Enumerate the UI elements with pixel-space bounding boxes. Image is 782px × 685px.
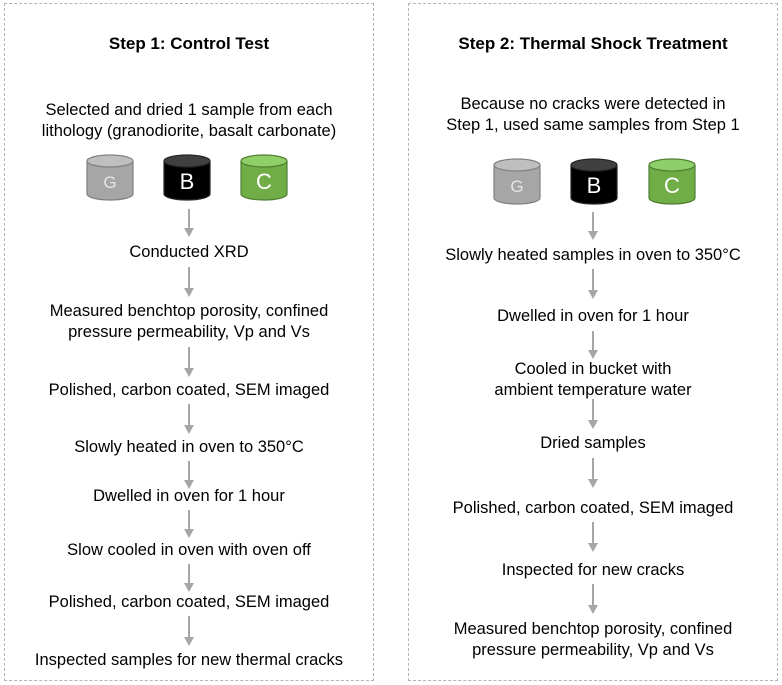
sample-cylinder-basalt	[162, 154, 212, 202]
step-line: pressure permeability, Vp and Vs	[68, 323, 310, 341]
flow-arrow	[183, 616, 195, 646]
step-1-heated: Slowly heated in oven to 350°C	[74, 438, 304, 456]
step-line: Measured benchtop porosity, confined	[453, 620, 733, 638]
step-line: Because no cracks were detected in	[460, 95, 726, 113]
step-1-conducted-xrd: Conducted XRD	[129, 243, 249, 261]
sample-label-g: G	[103, 173, 117, 192]
flow-arrow	[587, 399, 599, 429]
sample-label-c: C	[664, 173, 680, 198]
sample-label-c: C	[256, 169, 272, 194]
sample-cylinder-granodiorite	[492, 158, 542, 206]
flow-arrow	[587, 522, 599, 552]
step-2-panel	[408, 3, 778, 681]
sample-label-b: B	[586, 173, 602, 198]
flow-arrow	[183, 347, 195, 377]
flow-arrow	[587, 458, 599, 488]
step-1-dwelled: Dwelled in oven for 1 hour	[93, 487, 285, 505]
step-2-dwelled: Dwelled in oven for 1 hour	[497, 307, 689, 325]
step-line: Selected and dried 1 sample from each	[45, 101, 333, 119]
step-line: pressure permeability, Vp and Vs	[472, 641, 714, 659]
sample-cylinder-basalt	[569, 158, 619, 206]
step-2-dried-samples: Dried samples	[540, 434, 646, 452]
step-2-inspected: Inspected for new cracks	[501, 561, 685, 579]
flow-arrow	[183, 209, 195, 237]
step-2-same-samples	[409, 94, 777, 136]
step-line: lithology (granodiorite, basalt carbonate)	[41, 122, 337, 140]
step-1-select-samples	[5, 100, 373, 142]
flow-arrow	[183, 267, 195, 297]
step-1-polished-sem: Polished, carbon coated, SEM imaged	[48, 381, 330, 399]
step-line: ambient temperature water	[494, 381, 692, 399]
flow-arrow	[587, 269, 599, 299]
step-1-panel	[4, 3, 374, 681]
step-2-polished-sem: Polished, carbon coated, SEM imaged	[452, 499, 734, 517]
step-1-polished-sem-2: Polished, carbon coated, SEM imaged	[48, 593, 330, 611]
step-2-title: Step 2: Thermal Shock Treatment	[458, 34, 728, 53]
step-2-cooled-in-bucket	[409, 359, 777, 401]
sample-label-b: B	[179, 169, 195, 194]
sample-cylinder-carbonate	[239, 154, 289, 202]
step-2-heated: Slowly heated samples in oven to 350°C	[445, 246, 741, 264]
flow-arrow	[587, 212, 599, 240]
step-line: Cooled in bucket with	[514, 360, 672, 378]
step-1-measured-porosity	[5, 301, 373, 343]
step-2-measured-porosity	[409, 619, 777, 661]
flow-arrow	[587, 584, 599, 614]
step-line: Step 1, used same samples from Step 1	[446, 116, 740, 134]
flow-arrow	[183, 461, 195, 489]
step-1-title: Step 1: Control Test	[108, 34, 270, 53]
step-line: Measured benchtop porosity, confined	[49, 302, 329, 320]
sample-cylinder-carbonate	[647, 158, 697, 206]
flow-arrow	[587, 331, 599, 359]
flow-arrow	[183, 510, 195, 538]
sample-cylinder-granodiorite	[85, 154, 135, 202]
sample-label-g: G	[510, 177, 524, 196]
step-1-slow-cooled: Slow cooled in oven with oven off	[67, 541, 311, 559]
flow-arrow	[183, 564, 195, 592]
flow-arrow	[183, 404, 195, 434]
step-1-inspected: Inspected samples for new thermal cracks	[34, 651, 344, 669]
